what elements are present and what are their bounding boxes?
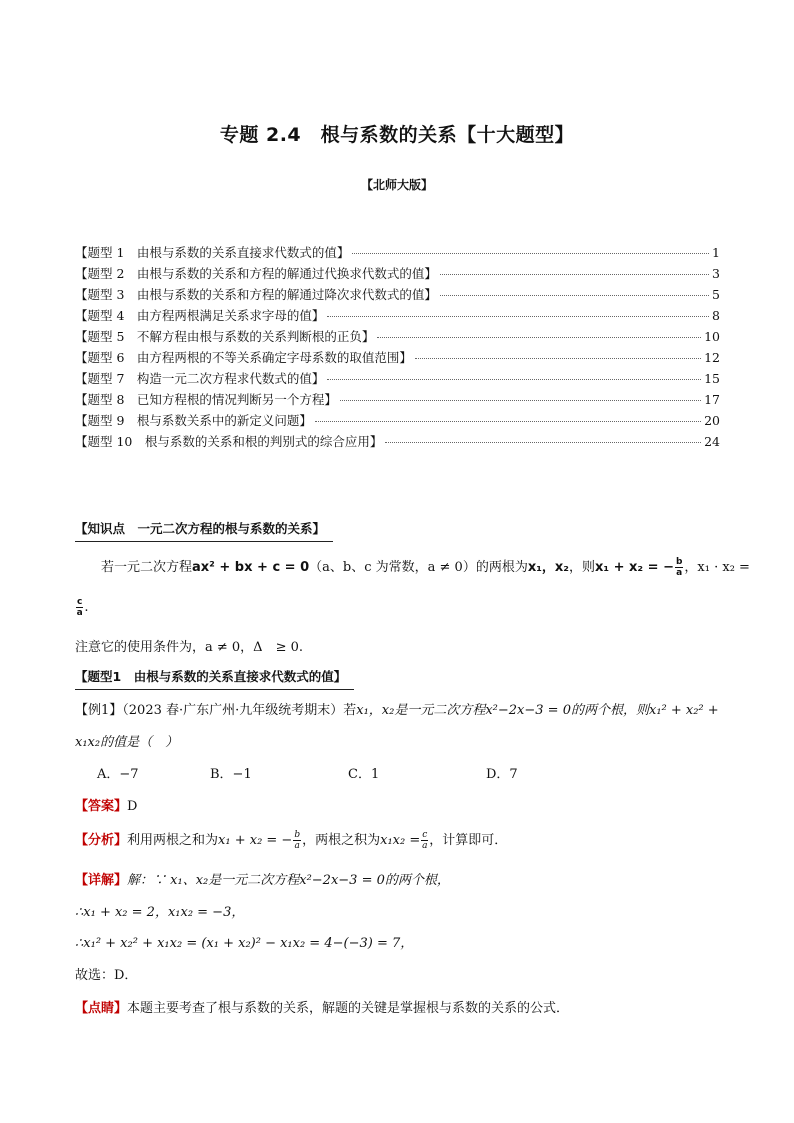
example-line-1: 【例1】（2023 春·广东广州·九年级统考期末）若x₁，x₂是一元二次方程x²−2x−3 = 0的两个根，则x₁² + x₂² + xyxy=(75,703,719,718)
detail-line-3: ∴x₁² + x₂² + x₁x₂ = (x₁ + x₂)² − x₁x₂ = 4−(−3) = 7， xyxy=(75,936,414,951)
option-b[interactable]: B．−1 xyxy=(210,767,252,782)
detail-line-4: 故选：D． xyxy=(75,968,138,983)
knowledge-fraction-line: $\frac{c}{a}$ . xyxy=(76,597,89,618)
toc-item[interactable]: 【题型 9 根与系数关系中的新定义问题】 20 xyxy=(75,413,720,428)
knowledge-formula-line: 若一元二次方程ax² + bx + c = 0（a、b、c 为常数，a ≠ 0）的两根为x₁，x₂，则x₁ + x₂ = − $\frac{b}{a}$ ，x₁ · x₂ = xyxy=(101,557,750,578)
comment-line: 【点睛】本题主要考查了根与系数的关系，解题的关键是掌握根与系数的关系的公式． xyxy=(75,1001,570,1016)
toc-item[interactable]: 【题型 6 由方程两根的不等关系确定字母系数的取值范围】 12 xyxy=(75,350,720,365)
edition-label: 【北师大版】 xyxy=(360,178,433,192)
fraction: $\frac{b}{a}$ xyxy=(294,830,301,851)
page-title: 专题 2.4 根与系数的关系【十大题型】 xyxy=(219,124,575,146)
toc-item[interactable]: 【题型 8 已知方程根的情况判断另一个方程】 17 xyxy=(75,392,720,407)
toc-item[interactable]: 【题型 3 由根与系数的关系和方程的解通过降次求代数式的值】 5 xyxy=(75,287,720,302)
toc-item[interactable]: 【题型 10 根与系数的关系和根的判别式的综合应用】 24 xyxy=(75,434,720,449)
knowledge-heading: 【知识点 一元二次方程的根与系数的关系】 xyxy=(75,519,325,537)
toc-item[interactable]: 【题型 4 由方程两根满足关系求字母的值】 8 xyxy=(75,308,720,323)
table-of-contents xyxy=(75,243,720,453)
example-line-2: x₁x₂的值是（ ） xyxy=(75,735,179,750)
toc-item[interactable]: 【题型 1 由根与系数的关系直接求代数式的值】 1 xyxy=(75,245,720,260)
analysis-line: 【分析】利用两根之和为x₁ + x₂ = − $\frac{b}{a}$ ，两根之积为x₁x₂ = $\frac{c}{a}$ ，计算即可． xyxy=(75,830,508,851)
option-c[interactable]: C．1 xyxy=(348,767,380,782)
detail-line-1: 【详解】解：∵ x₁、x₂是一元二次方程x²−2x−3 = 0的两个根， xyxy=(75,873,450,888)
toc-item[interactable]: 【题型 7 构造一元二次方程求代数式的值】 15 xyxy=(75,371,720,386)
detail-line-2: ∴x₁ + x₂ = 2，x₁x₂ = −3， xyxy=(75,905,245,920)
knowledge-note: 注意它的使用条件为，a ≠ 0，Δ ≥ 0. xyxy=(75,640,303,655)
toc-item[interactable]: 【题型 2 由根与系数的关系和方程的解通过代换求代数式的值】 3 xyxy=(75,266,720,281)
fraction: $\frac{c}{a}$ xyxy=(76,597,83,618)
toc-item[interactable]: 【题型 5 不解方程由根与系数的关系判断根的正负】 10 xyxy=(75,329,720,344)
fraction: $\frac{b}{a}$ xyxy=(675,557,683,578)
type1-heading: 【题型1 由根与系数的关系直接求代数式的值】 xyxy=(75,667,346,685)
answer-line: 【答案】D xyxy=(75,799,138,814)
fraction: $\frac{c}{a}$ xyxy=(422,830,428,851)
option-d[interactable]: D．7 xyxy=(486,767,518,782)
option-a[interactable]: A．−7 xyxy=(97,767,139,782)
